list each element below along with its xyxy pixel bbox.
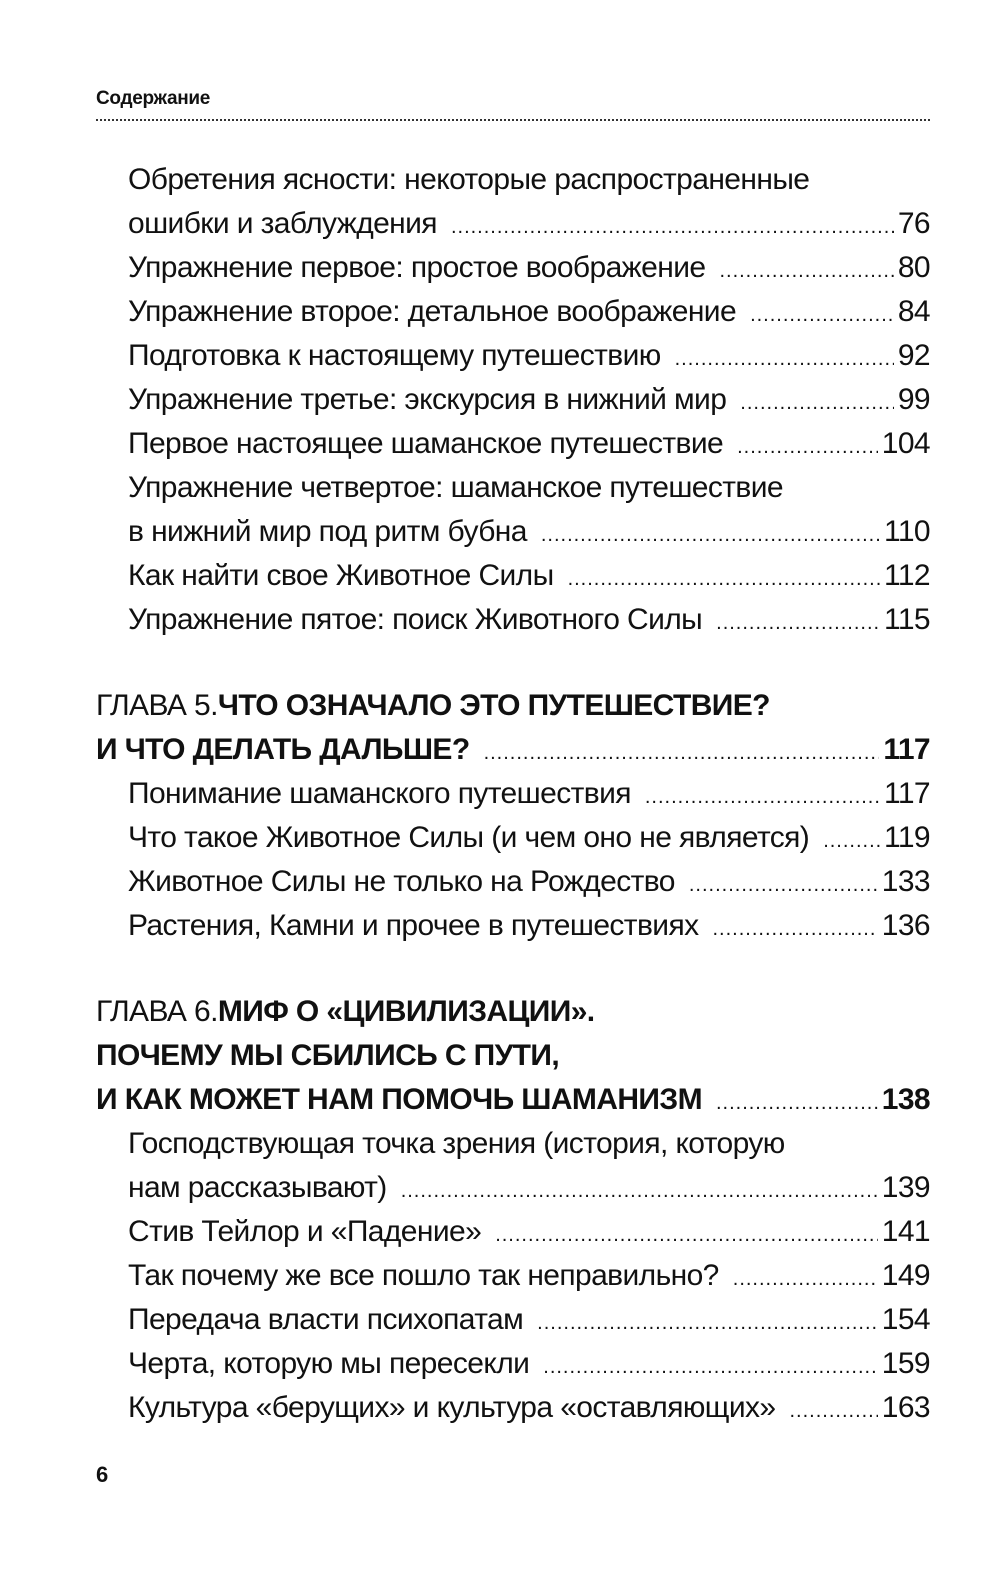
entry-title: Что такое Животное Силы (и чем оно не является) (128, 821, 810, 854)
dot-leader (451, 202, 894, 249)
toc-entry-line (96, 772, 930, 816)
dot-leader (645, 772, 880, 819)
entry-title: Упражнение первое: простое воображение (128, 251, 706, 284)
entry-page: 110 (883, 515, 930, 548)
entry-title: Обретения ясности: некоторые распространенные (128, 163, 810, 196)
entry-title: Господствующая точка зрения (история, которую (128, 1127, 785, 1160)
entry-title: Понимание шаманского путешествия (128, 777, 631, 810)
dot-leader (750, 290, 894, 337)
dot-leader (568, 554, 880, 601)
entry-page: 141 (881, 1215, 930, 1248)
running-head: Содержание (96, 88, 211, 109)
entry-page: 112 (883, 559, 930, 592)
chapter-heading-line (96, 1078, 930, 1122)
entry-page: 133 (881, 865, 930, 898)
entry-title: Упражнение третье: экскурсия в нижний мир (128, 383, 727, 416)
toc-entry-line (96, 378, 930, 422)
entry-page: 117 (883, 777, 930, 810)
dot-leader (716, 598, 880, 645)
table-of-contents (96, 158, 930, 1430)
toc-entry-line (96, 816, 930, 860)
entry-title: Культура «берущих» и культура «оставляющих» (128, 1391, 776, 1424)
toc-entry-line (96, 598, 930, 642)
chapter-number: ГЛАВА 6. (96, 995, 218, 1028)
toc-entry-line (96, 1298, 930, 1342)
toc-entry-line (96, 510, 930, 554)
entry-page: 119 (883, 821, 930, 854)
toc-entry-line (96, 466, 930, 510)
entry-title: ошибки и заблуждения (128, 207, 437, 240)
entry-page: 92 (897, 339, 930, 372)
toc-entry-line (96, 334, 930, 378)
dot-leader (737, 422, 878, 469)
chapter-heading-line (96, 684, 930, 728)
entry-page: 139 (881, 1171, 930, 1204)
entry-page: 99 (897, 383, 930, 416)
entry-title: Стив Тейлор и «Падение» (128, 1215, 482, 1248)
dot-leader (733, 1254, 878, 1301)
chapter-title: ЧТО ОЗНАЧАЛО ЭТО ПУТЕШЕСТВИЕ? (217, 689, 770, 722)
dot-leader (713, 904, 878, 951)
entry-title: Животное Силы не только на Рождество (128, 865, 675, 898)
dot-leader (719, 246, 893, 293)
toc-entry-line (96, 1210, 930, 1254)
toc-entry-line (96, 1254, 930, 1298)
chapter-page: 117 (883, 733, 930, 766)
dot-leader (790, 1386, 878, 1433)
toc-entry-line (96, 1342, 930, 1386)
entry-title: Передача власти психопатам (128, 1303, 524, 1336)
entry-page: 154 (881, 1303, 930, 1336)
entry-page: 80 (897, 251, 930, 284)
entry-page: 159 (881, 1347, 930, 1380)
dot-leader (543, 1342, 877, 1389)
entry-page: 136 (881, 909, 930, 942)
entry-title: Растения, Камни и прочее в путешествиях (128, 909, 699, 942)
dot-leader (716, 1078, 878, 1125)
dot-leader (823, 816, 880, 863)
toc-entry-line (96, 1386, 930, 1430)
toc-entry-line (96, 904, 930, 948)
section-gap (96, 948, 930, 990)
dot-leader (401, 1166, 878, 1213)
toc-entry-line (96, 554, 930, 598)
dot-leader (541, 510, 880, 557)
chapter-page: 138 (881, 1083, 930, 1116)
chapter-title: И ЧТО ДЕЛАТЬ ДАЛЬШЕ? (96, 733, 470, 766)
entry-title: Как найти свое Животное Силы (128, 559, 554, 592)
dot-leader (740, 378, 894, 425)
toc-entry-line (96, 158, 930, 202)
entry-title: Так почему же все пошло так неправильно? (128, 1259, 719, 1292)
entry-page: 84 (897, 295, 930, 328)
chapter-heading-line (96, 728, 930, 772)
header-dotted-rule (96, 119, 930, 121)
entry-title: Черта, которую мы пересекли (128, 1347, 530, 1380)
entry-page: 76 (897, 207, 930, 240)
toc-entry-line (96, 202, 930, 246)
page-number: 6 (96, 1462, 109, 1487)
toc-entry-line (96, 290, 930, 334)
dot-leader (495, 1210, 878, 1257)
dot-leader (675, 334, 894, 381)
entry-title: нам рассказывают) (128, 1171, 387, 1204)
dot-leader (484, 728, 880, 775)
toc-entry-line (96, 246, 930, 290)
section-gap (96, 642, 930, 684)
chapter-title: МИФ О «ЦИВИЛИЗАЦИИ». (217, 995, 595, 1028)
toc-entry-line (96, 1166, 930, 1210)
toc-entry-line (96, 860, 930, 904)
dot-leader (689, 860, 878, 907)
toc-entry-line (96, 1122, 930, 1166)
dot-leader (537, 1298, 878, 1345)
chapter-title: ПОЧЕМУ МЫ СБИЛИСЬ С ПУТИ, (96, 1039, 560, 1072)
entry-title: Упражнение четвертое: шаманское путешествие (128, 471, 784, 504)
entry-page: 149 (881, 1259, 930, 1292)
entry-title: Упражнение второе: детальное воображение (128, 295, 737, 328)
entry-title: Подготовка к настоящему путешествию (128, 339, 661, 372)
chapter-heading-line (96, 990, 930, 1034)
entry-title: Первое настоящее шаманское путешествие (128, 427, 724, 460)
chapter-heading-line (96, 1034, 930, 1078)
entry-title: Упражнение пятое: поиск Животного Силы (128, 603, 703, 636)
chapter-number: ГЛАВА 5. (96, 689, 218, 722)
entry-page: 104 (881, 427, 930, 460)
entry-page: 163 (881, 1391, 930, 1424)
entry-title: в нижний мир под ритм бубна (128, 515, 527, 548)
chapter-title: И КАК МОЖЕТ НАМ ПОМОЧЬ ШАМАНИЗМ (96, 1083, 702, 1116)
entry-page: 115 (883, 603, 930, 636)
toc-entry-line (96, 422, 930, 466)
